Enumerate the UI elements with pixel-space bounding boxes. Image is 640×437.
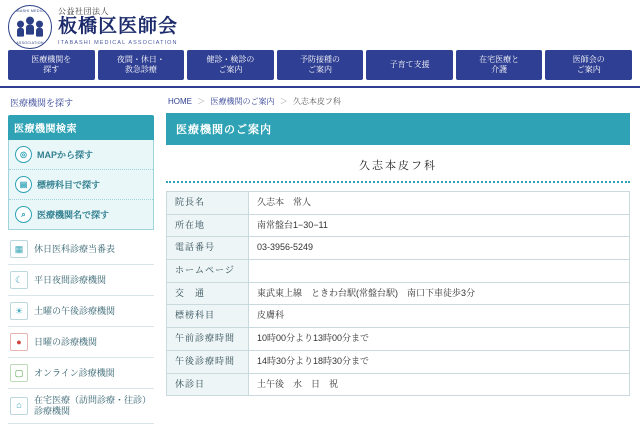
sidebar-item-home-medical[interactable] bbox=[8, 389, 154, 424]
sidebar-top-link[interactable]: 医療機関を探す bbox=[10, 98, 74, 108]
sidebar-item-name-search-label: 医療機関名で探す bbox=[37, 210, 110, 220]
breadcrumb bbox=[166, 94, 630, 113]
row-label-homepage: ホームページ bbox=[167, 260, 249, 283]
sidebar-item-weekday-night[interactable] bbox=[8, 265, 154, 296]
row-label-closed-days: 休診日 bbox=[167, 373, 249, 396]
main-scroll-region bbox=[166, 145, 630, 437]
sidebar-item-online-label: オンライン診療機関 bbox=[34, 367, 115, 378]
page-title: 医療機関のご案内 bbox=[166, 113, 630, 145]
table-row bbox=[167, 192, 630, 215]
row-value-afternoon-hours: 14時30分より18時30分まで bbox=[249, 350, 630, 373]
site-title-block bbox=[58, 8, 178, 47]
magnifier-icon: ⌕ bbox=[15, 206, 32, 223]
row-label-director: 院長名 bbox=[167, 192, 249, 215]
sidebar-item-department-search-label: 標榜科目で探す bbox=[37, 180, 101, 190]
row-value-phone: 03-3956-5249 bbox=[249, 237, 630, 260]
table-row bbox=[167, 237, 630, 260]
row-value-address: 南常盤台1−30−11 bbox=[249, 214, 630, 237]
clinic-name: 久志本皮フ科 bbox=[359, 160, 437, 172]
row-label-department: 標榜科目 bbox=[167, 305, 249, 328]
row-label-phone: 電話番号 bbox=[167, 237, 249, 260]
sidebar-search-box bbox=[8, 140, 154, 230]
nav-item-about-association-line1: 医師会の bbox=[572, 55, 605, 64]
nav-item-find-clinic[interactable] bbox=[8, 50, 95, 80]
nav-item-vaccination-line2: ご案内 bbox=[308, 65, 333, 74]
corporation-type: 公益社団法人 bbox=[58, 6, 109, 16]
sidebar bbox=[0, 88, 160, 437]
breadcrumb-level2[interactable]: 医療機関のご案内 bbox=[210, 97, 275, 106]
map-pin-icon: ◎ bbox=[15, 146, 32, 163]
table-row bbox=[167, 282, 630, 305]
row-value-director: 久志本 常人 bbox=[249, 192, 630, 215]
row-label-morning-hours: 午前診療時間 bbox=[167, 328, 249, 351]
table-row bbox=[167, 305, 630, 328]
sidebar-item-sunday[interactable] bbox=[8, 327, 154, 358]
site-title: 板橋区医師会 bbox=[58, 16, 179, 38]
table-row bbox=[167, 214, 630, 237]
calendar-icon: ▦ bbox=[10, 240, 28, 258]
nav-item-find-clinic-line2: 探す bbox=[43, 65, 60, 74]
nav-item-home-care-line1: 在宅医療と bbox=[479, 55, 520, 64]
association-logo-icon bbox=[8, 5, 52, 49]
breadcrumb-home[interactable]: HOME bbox=[168, 97, 192, 106]
breadcrumb-separator-1: ＞ bbox=[197, 97, 206, 106]
clinic-info-table bbox=[166, 191, 630, 396]
clipboard-icon: ▤ bbox=[15, 176, 32, 193]
nav-item-childcare-line1: 子育て支援 bbox=[389, 60, 430, 69]
table-row bbox=[167, 328, 630, 351]
breadcrumb-current: 久志本皮フ科 bbox=[292, 97, 341, 106]
table-row bbox=[167, 260, 630, 283]
sidebar-item-map-search-label: MAPから探す bbox=[37, 150, 93, 160]
nav-item-checkups-line2: ご案内 bbox=[218, 65, 243, 74]
sidebar-search-heading: 医療機関検索 bbox=[8, 115, 154, 140]
logo-figures-icon bbox=[17, 17, 43, 37]
nav-item-about-association-line2: ご案内 bbox=[576, 65, 601, 74]
sun-icon: ☀ bbox=[10, 302, 28, 320]
monitor-icon: ▢ bbox=[10, 364, 28, 382]
row-value-morning-hours: 10時00分より13時00分まで bbox=[249, 328, 630, 351]
breadcrumb-separator-2: ＞ bbox=[279, 97, 288, 106]
sunday-icon: ● bbox=[10, 333, 28, 351]
nav-item-vaccination-line1: 予防接種の bbox=[300, 55, 341, 64]
site-header bbox=[0, 0, 640, 50]
nav-item-home-care[interactable] bbox=[456, 50, 543, 80]
table-row bbox=[167, 373, 630, 396]
nav-item-home-care-line2: 介護 bbox=[491, 65, 508, 74]
sidebar-item-home-medical-label: 在宅医療（訪問診療・往診）診療機関 bbox=[34, 395, 152, 416]
sidebar-item-map-search[interactable] bbox=[9, 140, 153, 170]
house-icon: ⌂ bbox=[10, 397, 28, 415]
nav-item-vaccination[interactable] bbox=[277, 50, 364, 80]
site-title-english: ITABASHI MEDICAL ASSOCIATION bbox=[58, 40, 178, 47]
sidebar-item-name-search[interactable] bbox=[9, 200, 153, 229]
row-value-closed-days: 土午後 水 日 祝 bbox=[249, 373, 630, 396]
table-row bbox=[167, 350, 630, 373]
nav-item-childcare[interactable] bbox=[366, 50, 453, 80]
sidebar-item-saturday-afternoon-label: 土曜の午後診療機関 bbox=[34, 305, 116, 316]
nav-item-night-holiday-line2: 救急診療 bbox=[124, 65, 157, 74]
row-label-afternoon-hours: 午後診療時間 bbox=[167, 350, 249, 373]
content-area bbox=[0, 88, 640, 437]
nav-item-checkups[interactable] bbox=[187, 50, 274, 80]
global-navigation bbox=[0, 50, 640, 86]
nav-item-checkups-line1: 健診・検診の bbox=[206, 55, 255, 64]
sidebar-item-holiday-duty[interactable] bbox=[8, 234, 154, 265]
moon-icon: ☾ bbox=[10, 271, 28, 289]
row-value-access: 東武東上線 ときわ台駅(常盤台駅) 南口下車徒歩3分 bbox=[249, 282, 630, 305]
row-label-address: 所在地 bbox=[167, 214, 249, 237]
sidebar-item-sunday-label: 日曜の診療機関 bbox=[34, 336, 98, 347]
row-value-homepage bbox=[249, 260, 630, 283]
nav-item-night-holiday[interactable] bbox=[98, 50, 185, 80]
nav-item-find-clinic-line1: 医療機関を bbox=[31, 55, 72, 64]
nav-item-night-holiday-line1: 夜間・休日・ bbox=[116, 55, 165, 64]
dotted-divider bbox=[166, 181, 630, 183]
sidebar-item-holiday-duty-label: 休日医科診療当番表 bbox=[34, 243, 116, 254]
sidebar-item-saturday-afternoon[interactable] bbox=[8, 296, 154, 327]
logo-ring-bottom-text: ASSOCIATION bbox=[16, 41, 44, 45]
sidebar-link-list bbox=[8, 234, 154, 424]
nav-item-about-association[interactable] bbox=[545, 50, 632, 80]
main-column bbox=[160, 88, 640, 437]
row-value-department: 皮膚科 bbox=[249, 305, 630, 328]
sidebar-item-department-search[interactable] bbox=[9, 170, 153, 200]
row-label-access: 交 通 bbox=[167, 282, 249, 305]
sidebar-item-weekday-night-label: 平日夜間診療機関 bbox=[34, 274, 107, 285]
logo-ring-top-text: ITABASHI MEDICAL bbox=[11, 9, 49, 13]
sidebar-item-online[interactable] bbox=[8, 358, 154, 389]
